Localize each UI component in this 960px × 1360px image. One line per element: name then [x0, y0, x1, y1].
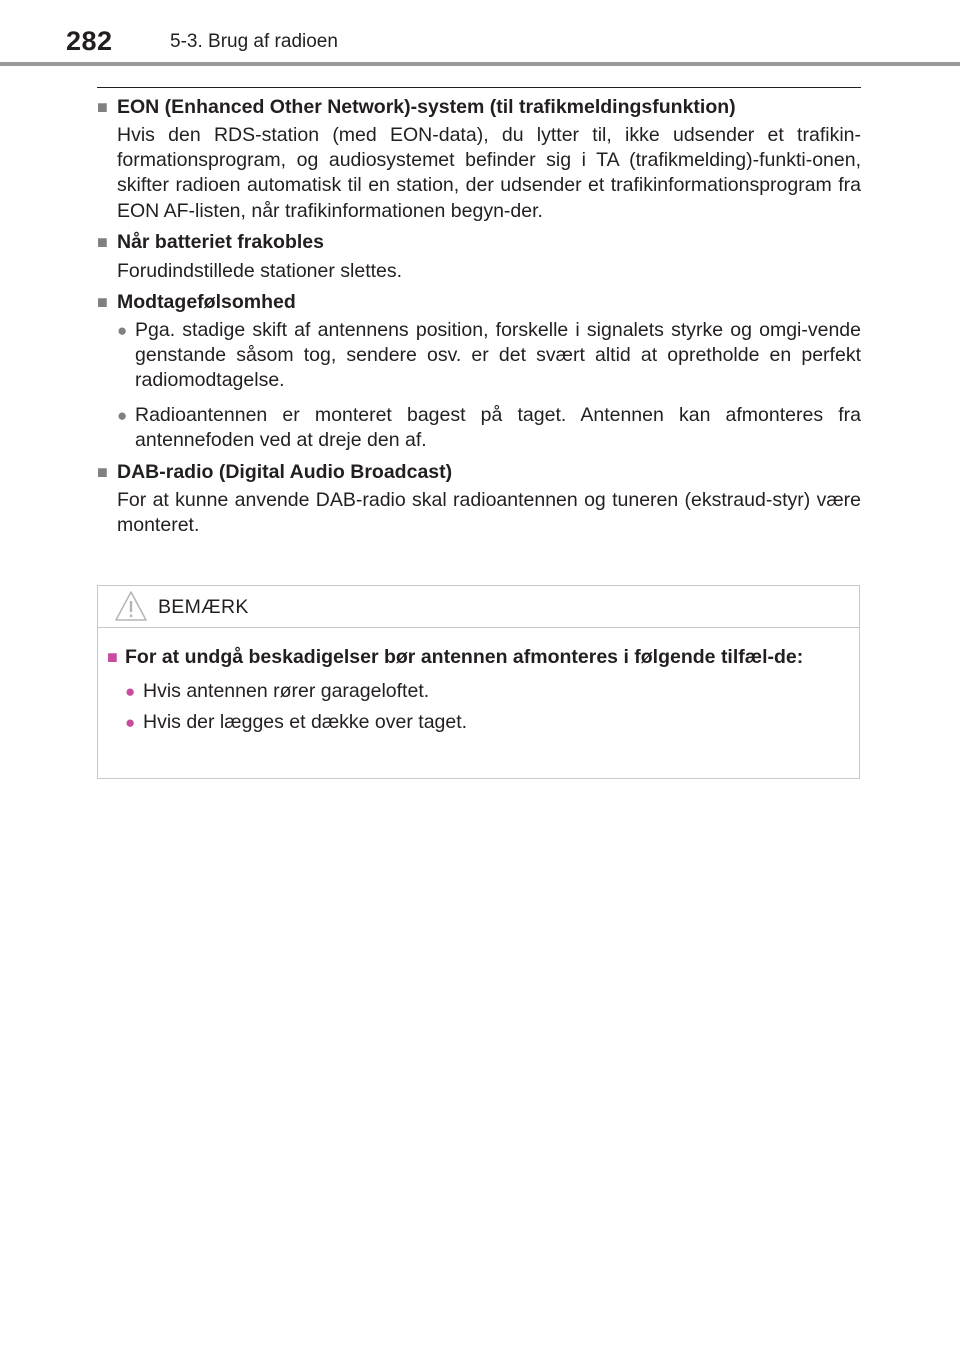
note-list-item-text: Hvis antennen rører garageloftet.: [143, 680, 430, 702]
note-box: [97, 585, 860, 779]
note-list-item: [125, 679, 851, 704]
circle-bullet-icon: ●: [125, 713, 136, 732]
section-paragraph-dab: For at kunne anvende DAB-radio skal radioantennen og tuneren (ekstraud-styr) være monteret.: [117, 489, 861, 537]
header-rule: [0, 62, 960, 66]
list-item-text: Pga. stadige skift af antennens position, forskelle i signalets styrke og omgi-vende genstande såsom tog, sendere osv. er det svært altid at opretholde en perfekt radiomodtagelse.: [135, 319, 861, 392]
note-list-item: [125, 710, 851, 735]
note-heading: [107, 645, 851, 670]
square-bullet-icon: ■: [97, 231, 108, 252]
note-heading-text: For at undgå beskadigelser bør antennen afmonteres i følgende tilfæl-de:: [125, 646, 804, 668]
square-bullet-icon: ■: [97, 97, 108, 117]
section-heading-text: EON (Enhanced Other Network)-system (til trafikmeldingsfunktion): [117, 96, 736, 118]
note-header: [98, 586, 859, 628]
main-content: [97, 87, 861, 538]
section-heading-eon: [97, 95, 861, 120]
square-bullet-icon: ■: [107, 647, 118, 667]
section-heading-text: Når batteriet frakobles: [117, 230, 324, 253]
warning-triangle-icon: [114, 589, 148, 623]
circle-bullet-icon: ●: [117, 321, 128, 341]
note-label: BEMÆRK: [158, 596, 249, 618]
list-item-text: Radioantennen er monteret bagest på taget. Antennen kan afmonteres fra antennefoden ved at dreje den af.: [135, 403, 861, 451]
square-bullet-icon: ■: [97, 292, 108, 313]
section-title: 5-3. Brug af radioen: [170, 31, 338, 52]
section-paragraph-battery: Forudindstillede stationer slettes.: [117, 259, 403, 282]
section-heading-reception: [97, 290, 861, 315]
square-bullet-icon: ■: [97, 462, 108, 483]
section-paragraph-eon: Hvis den RDS-station (med EON-data), du lytter til, ikke udsender et trafikin-formationsprogram, og audiosystemet befinder sig i TA (trafikmelding)-funkti-onen, skifter radioen automatisk til en station, der udsender et trafikinformationsprogram fra EON AF-listen, når trafikinformationen begyn-der.: [117, 124, 861, 222]
note-body: [98, 628, 859, 735]
section-heading-dab: [97, 460, 861, 485]
circle-bullet-icon: ●: [117, 405, 128, 425]
section-heading-text: Modtagefølsomhed: [117, 291, 296, 314]
page-number: 282: [66, 26, 113, 56]
section-heading-text: DAB-radio (Digital Audio Broadcast): [117, 461, 453, 484]
circle-bullet-icon: ●: [125, 682, 136, 701]
list-item: [117, 318, 861, 394]
note-list-item-text: Hvis der lægges et dække over taget.: [143, 711, 468, 733]
section-heading-battery: [97, 230, 861, 255]
list-item: [117, 403, 861, 453]
